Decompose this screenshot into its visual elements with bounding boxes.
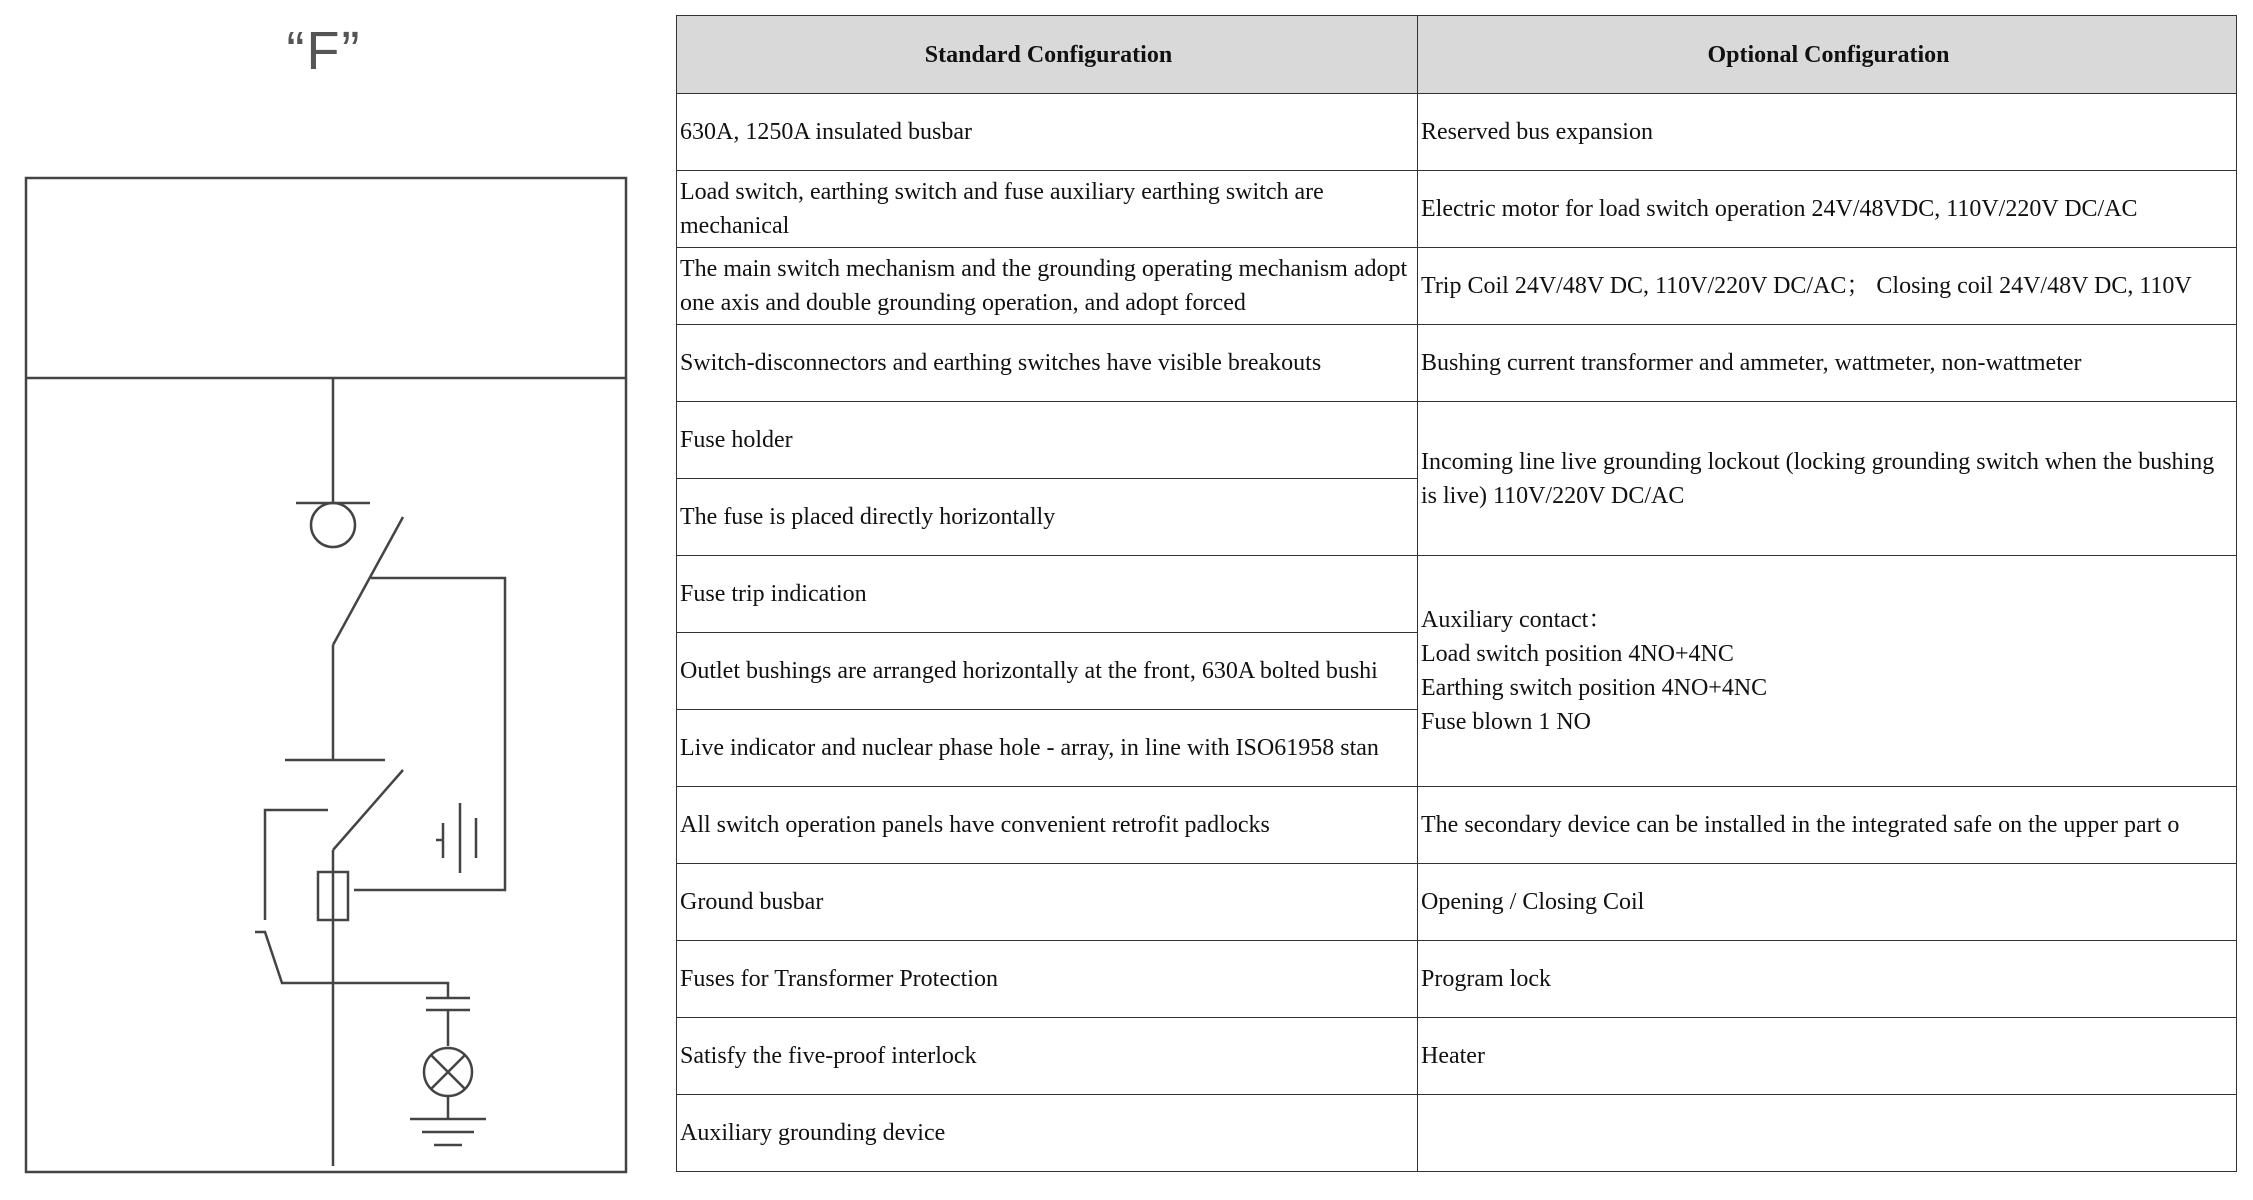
optional-cell: Heater: [1418, 1018, 2237, 1095]
aux-contact-line: Auxiliary contact：: [1421, 607, 1613, 633]
load-switch-blade: [333, 517, 403, 645]
optional-cell: [1418, 1095, 2237, 1172]
standard-cell: Fuse holder: [677, 402, 1418, 479]
header-optional: Optional Configuration: [1418, 16, 2237, 94]
standard-cell: Satisfy the five-proof interlock: [677, 1018, 1418, 1095]
configuration-table: [676, 15, 2237, 1172]
table-row: [677, 248, 2237, 325]
standard-cell: All switch operation panels have convenient retrofit padlocks: [677, 787, 1418, 864]
table-row: [677, 171, 2237, 248]
optional-cell: Electric motor for load switch operation 24V/48VDC, 110V/220V DC/AC: [1418, 171, 2237, 248]
table-row: [677, 787, 2237, 864]
table-row: [677, 1095, 2237, 1172]
bushing-circle: [311, 503, 355, 547]
single-line-diagram: [0, 0, 660, 1200]
optional-cell: The secondary device can be installed in the integrated safe on the upper part o: [1418, 787, 2237, 864]
optional-cell: Program lock: [1418, 941, 2237, 1018]
standard-cell: Outlet bushings are arranged horizontally at the front, 630A bolted bushi: [677, 633, 1418, 710]
table-row: [677, 556, 2237, 633]
standard-cell: The main switch mechanism and the grounding operating mechanism adopt one axis and double grounding operation, and adopt forced: [677, 248, 1418, 325]
standard-cell: Ground busbar: [677, 864, 1418, 941]
aux-contact-line: Fuse blown 1 NO: [1421, 709, 1592, 735]
standard-cell: 630A, 1250A insulated busbar: [677, 94, 1418, 171]
standard-cell: Auxiliary grounding device: [677, 1095, 1418, 1172]
header-standard: Standard Configuration: [677, 16, 1418, 94]
standard-cell: Switch-disconnectors and earthing switches have visible breakouts: [677, 325, 1418, 402]
cabinet-frame: [26, 178, 626, 1172]
table-row: [677, 864, 2237, 941]
table-row: [677, 1018, 2237, 1095]
diagram-title: “F”: [286, 21, 362, 81]
fuse-trip-linkage: [354, 578, 505, 890]
optional-cell: Trip Coil 24V/48V DC, 110V/220V DC/AC； Closing coil 24V/48V DC, 110V: [1418, 248, 2237, 325]
optional-cell: Opening / Closing Coil: [1418, 864, 2237, 941]
aux-earthing-switch: [255, 932, 448, 998]
optional-cell: Incoming line live grounding lockout (locking grounding switch when the bushing is live) 110V/220V DC/AC: [1418, 402, 2237, 556]
standard-cell: Live indicator and nuclear phase hole - array, in line with ISO61958 stan: [677, 710, 1418, 787]
table-row: [677, 402, 2237, 479]
aux-contact-line: Earthing switch position 4NO+4NC: [1421, 675, 1768, 701]
optional-cell: Reserved bus expansion: [1418, 94, 2237, 171]
aux-contact-line: Load switch position 4NO+4NC: [1421, 641, 1734, 667]
table-row: [677, 941, 2237, 1018]
table-row: [677, 325, 2237, 402]
standard-cell: Load switch, earthing switch and fuse auxiliary earthing switch are mechanical: [677, 171, 1418, 248]
optional-cell-aux-contact: [1418, 556, 2237, 787]
table-row: [677, 94, 2237, 171]
standard-cell: The fuse is placed directly horizontally: [677, 479, 1418, 556]
standard-cell: Fuse trip indication: [677, 556, 1418, 633]
optional-cell: Bushing current transformer and ammeter, wattmeter, non-wattmeter: [1418, 325, 2237, 402]
standard-cell: Fuses for Transformer Protection: [677, 941, 1418, 1018]
disconnector-blade: [333, 770, 403, 850]
